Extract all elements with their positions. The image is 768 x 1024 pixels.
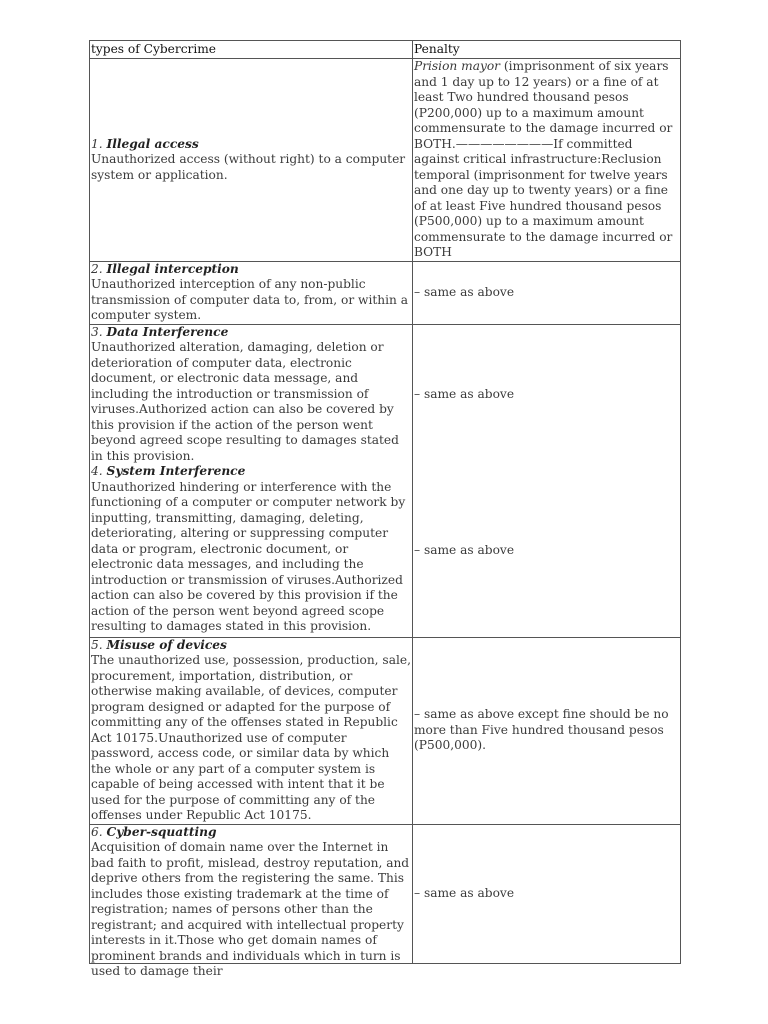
penalty-text: – same as above: [414, 885, 515, 900]
offense-cell-content: [91, 824, 411, 978]
table-row: [90, 824, 681, 963]
offense-description: Unauthorized interception of any non-public transmission of computer data to, from, or within a computer system.: [91, 277, 408, 322]
offense-description: Acquisition of domain name over the Internet in bad faith to profit, mislead, destroy reputation, and deprive others from the registering the same. This includes those existing trademark at the time of registration; names of persons other than the registrant; and acquired with intellectual property interests in it.Those who get domain names of prominent brands and individuals which in turn is used to damage their: [91, 840, 410, 978]
offense-description: The unauthorized use, possession, production, sale, procurement, importation, distribution, or otherwise making available, of devices, computer program designed or adapted for the purpose of committing any of the offenses stated in Republic Act 10175.Unauthorized use of computer password, access code, or similar data by which the whole or any part of a computer system is capable of being accessed with intent that it be used for the purpose of committing any of the offenses under Republic Act 10175.: [91, 653, 411, 822]
penalty-cell: [413, 637, 681, 824]
penalty-cell: [413, 464, 681, 637]
offense-cell: [90, 637, 413, 824]
header-penalty: Penalty: [413, 41, 681, 59]
penalty-cell: [413, 824, 681, 963]
penalty-text: – same as above: [414, 386, 515, 401]
penalty-text: – same as above except fine should be no more than Five hundred thousand pesos (P500,000).: [414, 707, 669, 753]
cybercrime-table: [89, 40, 681, 978]
offense-cell: [90, 261, 413, 324]
offense-description: Unauthorized alteration, damaging, deletion or deterioration of computer data, electronic document, or electronic data message, and including the introduction or transmission of viruses.Authorized action can also be covered by this provision if the action of the person went beyond agreed scope resulting to damages stated in this provision.: [91, 340, 399, 463]
offense-number: 4.: [91, 464, 103, 478]
offense-description: Unauthorized access (without right) to a computer system or application.: [91, 152, 406, 182]
offense-cell: [90, 464, 413, 637]
offense-cell: [90, 324, 413, 464]
offense-title: System Interference: [106, 464, 246, 478]
penalty-text: – same as above: [414, 542, 515, 557]
offense-number: 3.: [91, 324, 103, 339]
header-cybercrime-types: types of Cybercrime: [90, 41, 413, 59]
offense-cell: [90, 824, 413, 978]
table-row: [90, 261, 681, 324]
penalty-cell: [413, 261, 681, 324]
offense-title: Misuse of devices: [106, 637, 227, 652]
offense-title: Data Interference: [106, 324, 229, 339]
penalty-italic-term: Prision mayor: [414, 59, 501, 73]
table-row: [90, 464, 681, 637]
penalty-text: (imprisonment of six years and 1 day up to 12 years) or a fine of at least Two hundred thousand pesos (P200,000) up to a maximum amount commensurate to the damage incurred or BOTH.————————If committed against critical infrastructure:Reclusion temporal (imprisonment for twelve years and one day up to twenty years) or a fine of at least Five hundred thousand pesos (P500,000) up to a maximum amount commensurate to the damage incurred or BOTH: [414, 59, 673, 259]
offense-title: Illegal access: [106, 136, 199, 151]
offense-title: Cyber-squatting: [106, 824, 217, 839]
table-row: [90, 324, 681, 464]
offense-description: Unauthorized hindering or interference with the functioning of a computer or computer network by inputting, transmitting, damaging, deleting, deteriorating, altering or suppressing computer data or program, electronic document, or electronic data messages, and including the introduction or transmission of viruses.Authorized action can also be covered by this provision if the action of the person went beyond agreed scope resulting to damages stated in this provision.: [91, 479, 406, 633]
penalty-cell: [413, 324, 681, 464]
penalty-text: – same as above: [414, 284, 515, 299]
table-row: [90, 59, 681, 262]
offense-number: 1.: [91, 136, 103, 151]
offense-title: Illegal interception: [106, 261, 239, 276]
table-row: [90, 637, 681, 824]
table-header-row: [90, 41, 681, 59]
offense-number: 2.: [91, 261, 103, 276]
offense-number: 5.: [91, 637, 103, 652]
offense-number: 6.: [91, 824, 103, 839]
offense-cell: [90, 59, 413, 262]
penalty-cell: [413, 59, 681, 262]
